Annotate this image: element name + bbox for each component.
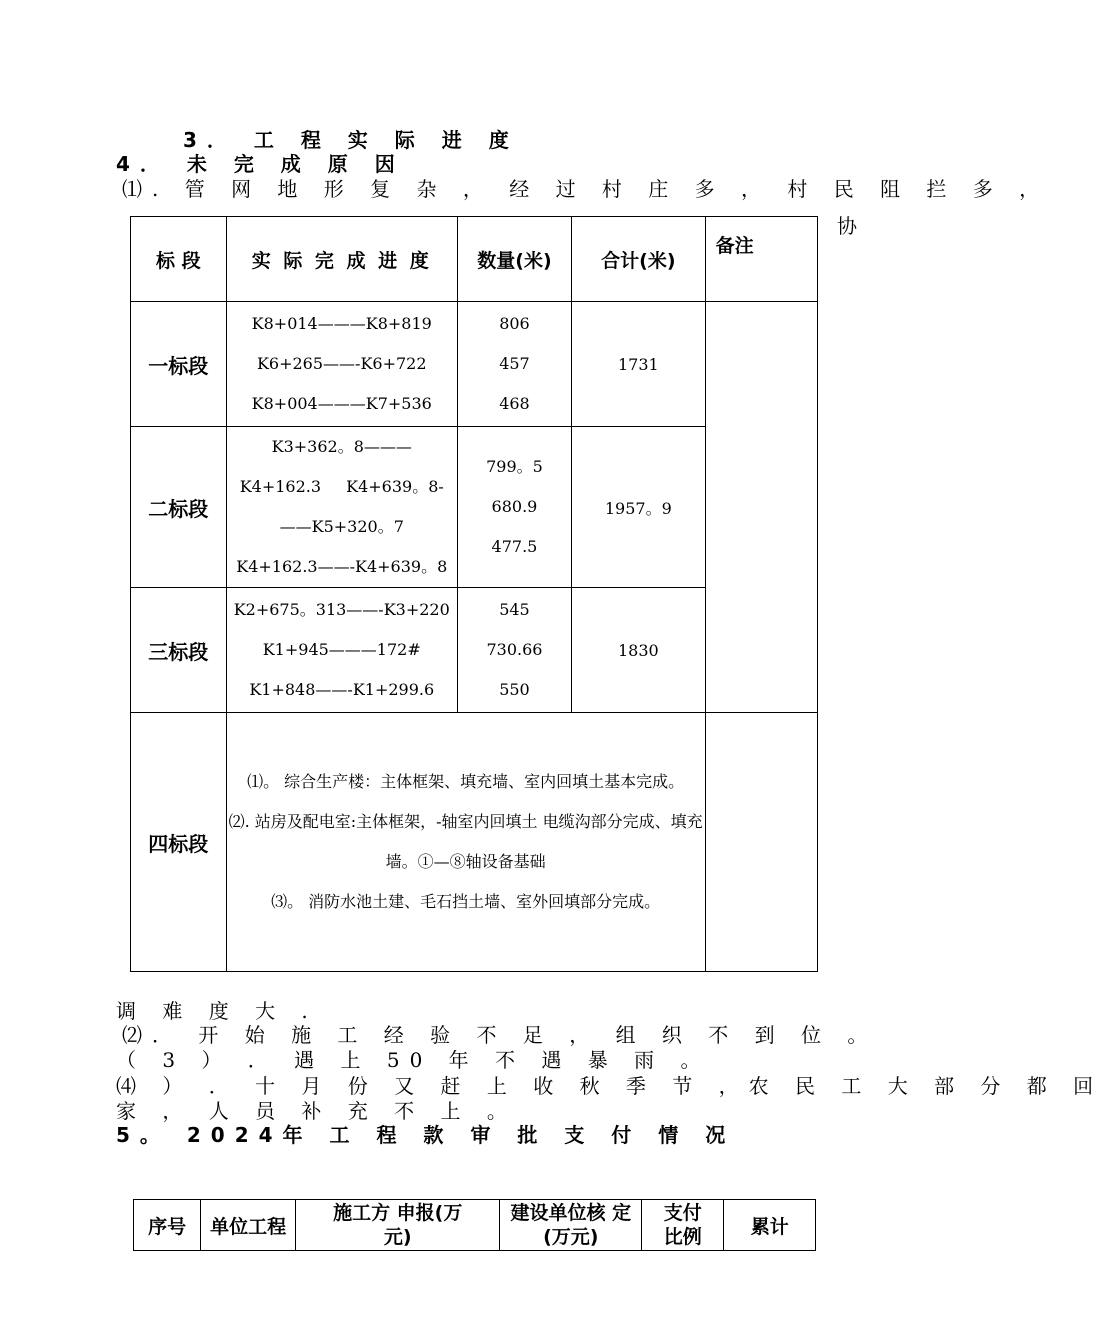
col-header-no: 序号 xyxy=(134,1200,201,1251)
col-header-cumulative: 累计 xyxy=(724,1200,816,1251)
range: K4+162.3 K4+639。8- xyxy=(239,477,444,496)
range: K8+014———K8+819 xyxy=(251,314,432,333)
segment-4-name: 四标段 xyxy=(131,713,227,972)
segment-2-ranges xyxy=(226,427,457,588)
segment-1-name: 一标段 xyxy=(131,302,227,427)
range: K8+004———K7+536 xyxy=(251,394,432,413)
col-header-contractor-claim: 施工方 申报(万元) xyxy=(296,1200,500,1251)
range: ——K5+320。7 xyxy=(279,517,404,536)
col-header-owner-approved: 建设单位核 定(万元) xyxy=(500,1200,642,1251)
reason-3: （ 3 ） ． 遇 上 50 年 不 遇 暴 雨 。 xyxy=(116,1048,711,1072)
section-4-heading: 4． 未 完 成 原 因 xyxy=(116,152,405,176)
segment-3-total: 1830 xyxy=(572,588,706,713)
quantity: 468 xyxy=(499,394,530,413)
quantity: 477.5 xyxy=(491,537,538,556)
reason-4-line-a: ⑷ ） ． 十 月 份 又 赶 上 收 秋 季 节 ，农 民 工 大 部 分 都 回 xyxy=(116,1074,1103,1098)
quantity: 457 xyxy=(499,354,530,373)
remarks-cell xyxy=(705,302,817,713)
segment-3-quantities xyxy=(457,588,571,713)
col-header-total: 合计(米) xyxy=(572,217,706,302)
range: K6+265——-K6+722 xyxy=(256,354,427,373)
col-header-unit-project: 单位工程 xyxy=(201,1200,296,1251)
remarks-cell xyxy=(705,713,817,972)
reason-1-line-a: ⑴. 管 网 地 形 复 杂 ， 经 过 村 庄 多 ， 村 民 阻 拦 多 ， xyxy=(122,177,1050,201)
col-header-quantity: 数量(米) xyxy=(457,217,571,302)
segment-3-name: 三标段 xyxy=(131,588,227,713)
col-header-remarks: 备注 xyxy=(705,217,817,302)
payment-table xyxy=(133,1199,816,1251)
segment-4-item: ⑵. 站房及配电室:主体框架，-轴室内回填土 电缆沟部分完成、填充墙。①—⑧轴设备基础 xyxy=(228,812,703,871)
reason-4-line-b: 家 ， 人 员 补 充 不 上 。 xyxy=(116,1099,517,1123)
table-row xyxy=(131,713,818,972)
quantity: 799。5 xyxy=(486,457,543,476)
range: K3+362。8——— xyxy=(271,437,412,456)
segment-4-item: ⑶。 消防水池土建、毛石挡土墙、室外回填部分完成。 xyxy=(271,892,661,911)
col-header-payment-ratio: 支付 比例 xyxy=(642,1200,724,1251)
segment-1-quantities xyxy=(457,302,571,427)
quantity: 730.66 xyxy=(486,640,543,659)
col-header-progress: 实 际 完 成 进 度 xyxy=(226,217,457,302)
quantity: 545 xyxy=(499,600,530,619)
segment-1-ranges xyxy=(226,302,457,427)
quantity: 680.9 xyxy=(491,497,538,516)
segment-4-description xyxy=(226,713,705,972)
segment-2-quantities xyxy=(457,427,571,588)
quantity: 550 xyxy=(499,680,530,699)
quantity: 806 xyxy=(499,314,530,333)
range: K2+675。313——-K3+220 xyxy=(233,600,450,619)
range: K1+945———172# xyxy=(262,640,421,659)
segment-4-item: ⑴。 综合生产楼：主体框架、填充墙、室内回填土基本完成。 xyxy=(247,772,685,791)
section-3-heading: 3． 工 程 实 际 进 度 xyxy=(183,128,519,152)
range: K1+848——-K1+299.6 xyxy=(249,680,435,699)
reason-1-line-b: 调 难 度 大 . xyxy=(116,999,318,1023)
segment-2-total: 1957。9 xyxy=(572,427,706,588)
progress-table xyxy=(130,216,818,972)
reason-2: ⑵． 开 始 施 工 经 验 不 足 ， 组 织 不 到 位 。 xyxy=(122,1023,878,1047)
section-5-heading: 5。 2024年 工 程 款 审 批 支 付 情 况 xyxy=(116,1123,736,1147)
table-row xyxy=(131,302,818,427)
segment-3-ranges xyxy=(226,588,457,713)
range: K4+162.3——-K4+639。8 xyxy=(236,557,448,576)
reason-1-overflow-char: 协 xyxy=(837,214,867,238)
segment-2-name: 二标段 xyxy=(131,427,227,588)
col-header-segment: 标 段 xyxy=(131,217,227,302)
segment-1-total: 1731 xyxy=(572,302,706,427)
